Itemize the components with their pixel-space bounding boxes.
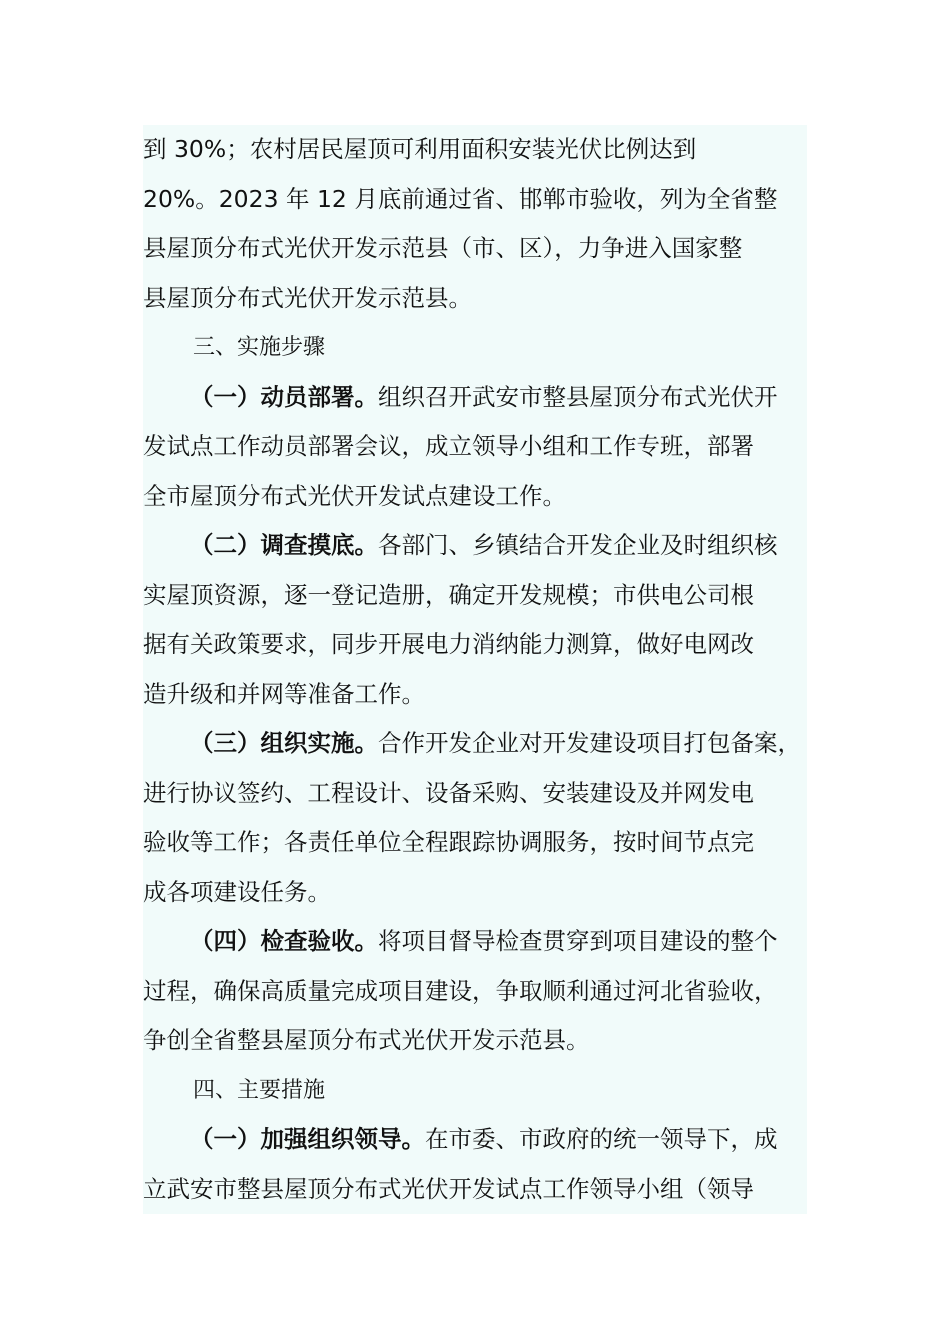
paragraph-line: 成各项建设任务。 — [143, 877, 331, 906]
paragraph-line: 20%。2023 年 12 月底前通过省、邯郸市验收，列为全省整 — [143, 184, 778, 213]
paragraph-line: 进行协议签约、工程设计、设备采购、安装建设及并网发电 — [143, 778, 754, 807]
step-inspection-first-line — [143, 917, 807, 967]
step-title: （一）动员部署。 — [190, 382, 378, 411]
paragraph-line: 全市屋顶分布式光伏开发试点建设工作。 — [143, 481, 566, 510]
section-heading-main-measures: 四、主要措施 — [193, 1077, 326, 1103]
step-mobilization-first-line — [143, 373, 807, 423]
paragraph-line: 造升级和并网等准备工作。 — [143, 679, 425, 708]
step-text: 各部门、乡镇结合开发企业及时组织核 — [378, 531, 778, 559]
measure-title: （一）加强组织领导。 — [190, 1125, 425, 1153]
paragraph-line: 争创全省整县屋顶分布式光伏开发示范县。 — [143, 1026, 590, 1054]
step-text: 组织召开武安市整县屋顶分布式光伏开 — [378, 382, 778, 411]
paragraph-line: 实屋顶资源，逐一登记造册，确定开发规模；市供电公司根 — [143, 580, 754, 609]
paragraph-line: 到 30%；农村居民屋顶可利用面积安装光伏比例达到 — [143, 135, 697, 163]
section-heading-implementation-steps: 三、实施步骤 — [193, 335, 326, 360]
step-text: 将项目督导检查贯穿到项目建设的整个 — [378, 927, 778, 955]
document-body — [143, 125, 807, 1214]
step-title: （四）检查验收。 — [190, 927, 378, 955]
step-title: （二）调查摸底。 — [190, 531, 378, 559]
paragraph-line: 县屋顶分布式光伏开发示范县。 — [143, 283, 472, 312]
paragraph-line: 据有关政策要求，同步开展电力消纳能力测算，做好电网改 — [143, 630, 754, 658]
measure-leadership-first-line — [143, 1115, 807, 1165]
step-title: （三）组织实施。 — [190, 729, 378, 757]
step-implementation-first-line — [143, 719, 807, 769]
paragraph-line: 验收等工作；各责任单位全程跟踪协调服务，按时间节点完 — [143, 828, 754, 856]
paragraph-line: 立武安市整县屋顶分布式光伏开发试点工作领导小组（领导 — [143, 1174, 754, 1203]
step-survey-first-line — [143, 521, 807, 571]
step-text: 合作开发企业对开发建设项目打包备案， — [378, 729, 801, 757]
paragraph-line: 过程，确保高质量完成项目建设，争取顺利通过河北省验收， — [143, 976, 778, 1005]
paragraph-line: 县屋顶分布式光伏开发示范县（市、区），力争进入国家整 — [143, 234, 743, 262]
measure-text: 在市委、市政府的统一领导下，成 — [425, 1125, 778, 1153]
paragraph-line: 发试点工作动员部署会议，成立领导小组和工作专班，部署 — [143, 432, 754, 460]
